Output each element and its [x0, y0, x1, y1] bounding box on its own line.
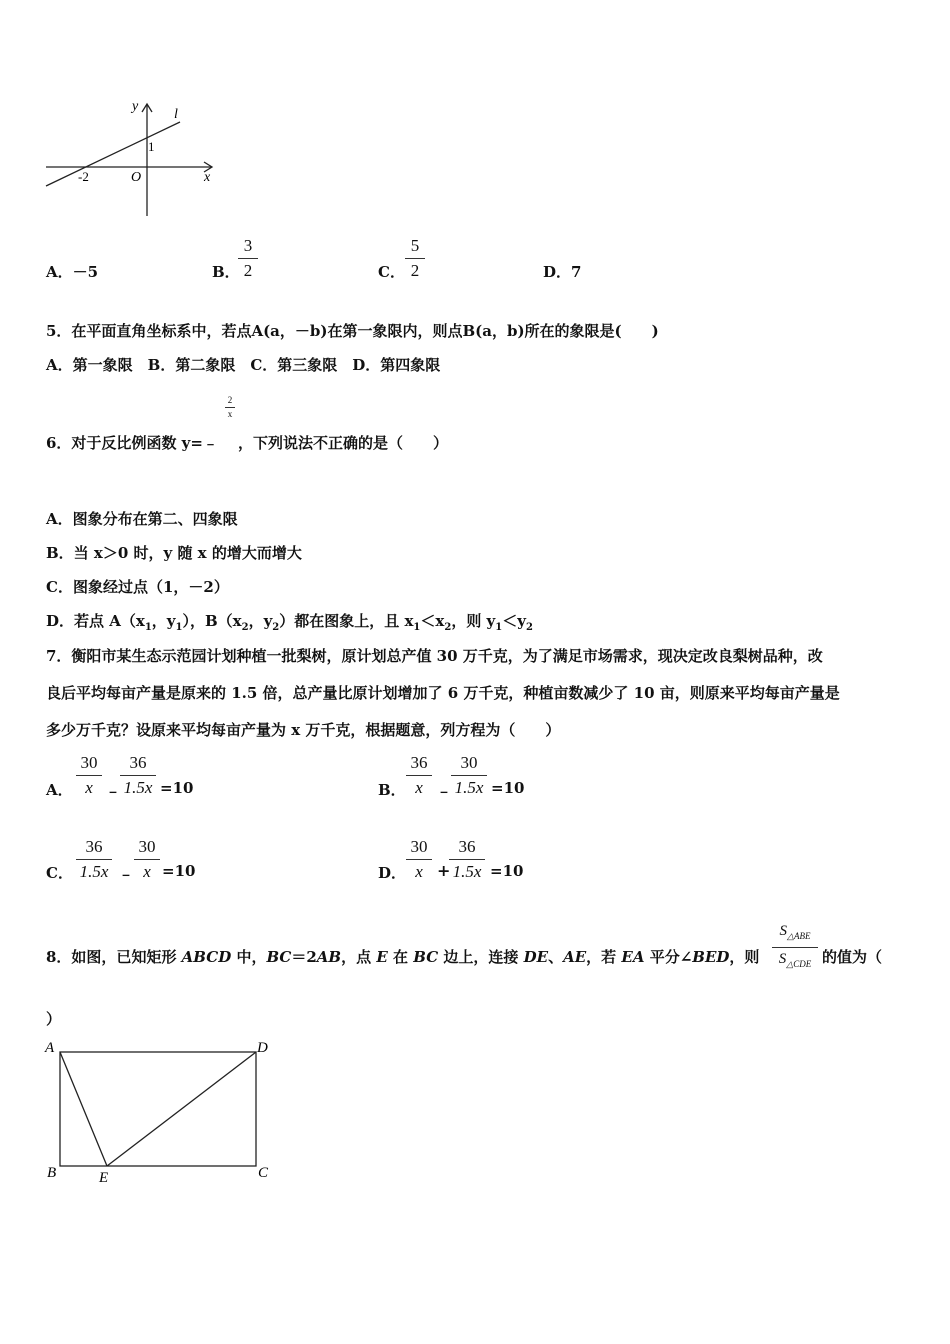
q4-option-b-label: B．: [212, 263, 240, 281]
q4-coordinate-graph: [40, 98, 225, 223]
line-l: [46, 122, 180, 186]
q7-line-1: 7．衡阳市某生态示范园计划种植一批梨树，原计划总产值 30 万千克，为了满足市场需求，现决定改良梨树品种，改: [46, 647, 823, 665]
q6-option-b: B．当 x＞0 时，y 随 x 的增大而增大: [46, 544, 302, 562]
segment-de: [107, 1052, 256, 1166]
q4-option-a: [46, 261, 98, 282]
option-label: D．: [543, 263, 572, 281]
y-intercept-label: 1: [148, 139, 155, 154]
q7-a-fraction-2: 36 1.5x: [120, 752, 156, 799]
q8-stem: 8．如图，已知矩形 ABCD 中，BC＝2AB，点 E 在 BC 边上，连接 DE、AE，若 EA 平分∠BED，则: [46, 948, 760, 966]
q8-stem-end: 的值为（: [822, 948, 883, 966]
vertex-e-label: E: [99, 1170, 109, 1186]
y-axis-label: y: [132, 99, 139, 114]
q4-option-c-label: C．: [378, 263, 405, 281]
vertex-b-label: B: [47, 1165, 57, 1181]
vertex-c-label: C: [258, 1165, 269, 1181]
q6-option-d: D．若点 $A(x_1$，$y_1$），$B(x_2$，$y_2$）都在图象上，且 $x_1<x_2$，则 $y_1<y_2$: [46, 612, 533, 633]
option-label: A．: [46, 263, 73, 281]
q7-line-3: 多少万千克？设原来平均每亩产量为 x 万千克，根据题意，列方程为（ ）: [46, 721, 561, 739]
q7-option-c-label: C．: [46, 864, 73, 882]
q7-c-equals: =10: [162, 862, 196, 880]
q7-c-operator: ﹣: [118, 864, 135, 883]
q8-close-paren: ）: [46, 1010, 62, 1028]
q5-options: A．第一象限 B．第二象限 C．第三象限 D．第四象限: [46, 356, 441, 374]
rectangle-abcd: [60, 1052, 256, 1166]
option-value: 7: [571, 263, 582, 281]
q6-fraction: [225, 395, 235, 420]
q4-option-c-fraction: [405, 235, 425, 282]
denominator: 2: [243, 261, 253, 280]
q7-d-equals: =10: [490, 862, 524, 880]
q7-b-fraction-2: 30 1.5x: [451, 752, 487, 799]
q4-option-d: [543, 261, 581, 282]
q5-stem: 5．在平面直角坐标系中，若点A(a，－b)在第一象限内，则点B(a，b)所在的象限是( ): [46, 322, 659, 340]
q8-rectangle-figure: [40, 1036, 280, 1188]
q7-b-operator: ﹣: [436, 781, 453, 800]
option-value: －5: [72, 263, 99, 281]
q7-option-d-label: D．: [378, 864, 407, 882]
q7-b-equals: =10: [491, 779, 525, 797]
denominator: 2: [410, 261, 420, 280]
q6-stem-end: ，下列说法不正确的是（ ）: [238, 434, 449, 452]
q7-a-fraction-1: 30 x: [76, 752, 102, 799]
q8-area-ratio-fraction: $S_{\triangle ABE}$ $S_{\triangle CDE}$: [772, 921, 818, 974]
q7-option-b-label: B．: [378, 781, 406, 799]
q7-b-fraction-1: 36 x: [406, 752, 432, 799]
numerator: 2: [227, 395, 233, 405]
origin-label: O: [131, 170, 142, 185]
vertex-a-label: A: [45, 1040, 55, 1056]
vertex-d-label: D: [257, 1040, 268, 1056]
q7-c-fraction-2: 30 x: [134, 836, 160, 883]
x-intercept-label: -2: [78, 169, 89, 184]
q7-d-fraction-1: 30 x: [406, 836, 432, 883]
q7-a-equals: =10: [160, 779, 194, 797]
q7-d-operator: +: [437, 861, 451, 880]
q7-c-fraction-1: 36 1.5x: [76, 836, 112, 883]
q6-option-a: A．图象分布在第二、四象限: [46, 510, 238, 528]
numerator: 3: [243, 236, 253, 255]
denominator: x: [227, 409, 233, 419]
q7-d-fraction-2: 36 1.5x: [449, 836, 485, 883]
x-axis-label: x: [204, 170, 211, 185]
numerator: 5: [410, 236, 420, 255]
q4-option-b-fraction: [238, 235, 258, 282]
q6-stem-start: 6．对于反比例函数 y=﹣: [46, 434, 218, 452]
line-label: l: [174, 107, 178, 122]
q7-a-operator: ﹣: [105, 781, 122, 800]
q6-option-c: C．图象经过点（1，－2）: [46, 578, 229, 596]
segment-ae: [60, 1052, 107, 1166]
q7-line-2: 良后平均每亩产量是原来的 1.5 倍，总产量比原计划增加了 6 万千克，种植亩数减少了 10 亩，则原来平均每亩产量是: [46, 684, 840, 702]
q7-option-a-label: A．: [46, 781, 73, 799]
